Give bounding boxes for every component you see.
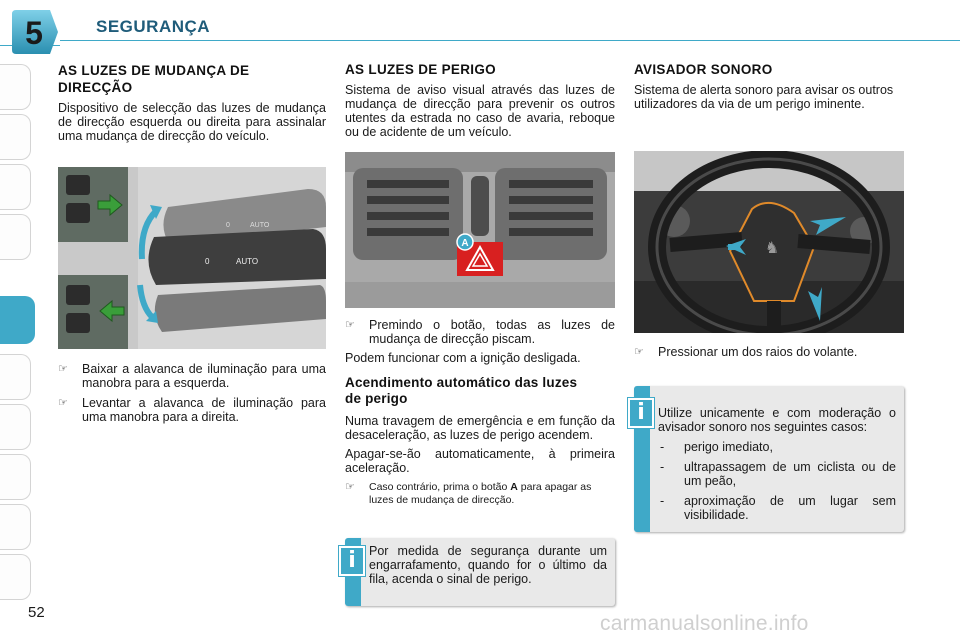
list-item: ☞ Baixar a alavanca de iluminação para uma manobra para a esquerda. bbox=[58, 362, 326, 390]
svg-text:0: 0 bbox=[205, 257, 210, 266]
list-item: ☞ Caso contrário, prima o botão A para apagar as luzes de mudança de direcção. bbox=[345, 481, 592, 506]
bullet-hand-icon: ☞ bbox=[345, 319, 355, 331]
hazard-lights-section bbox=[345, 62, 615, 139]
turn-signal-stalk-photo bbox=[58, 167, 326, 349]
svg-text:♞: ♞ bbox=[764, 238, 780, 257]
horn-intro: Sistema de alerta sonoro para avisar os outros utilizadores da via de um perigo iminente. bbox=[634, 83, 894, 111]
steering-wheel-photo bbox=[634, 151, 904, 333]
safety-info-text: Por medida de segurança durante um engarrafamento, quando for o último da fila, acenda o sinal de perigo. bbox=[369, 544, 607, 586]
list-item: - ultrapassagem de um ciclista ou de um peão, bbox=[660, 460, 896, 488]
auto-hazard-text-1: Numa travagem de emergência e em função da desaceleração, as luzes de perigo acendem. bbox=[345, 414, 615, 442]
tab-chapter-9[interactable] bbox=[0, 504, 31, 550]
tab-chapter-5[interactable] bbox=[0, 296, 35, 344]
tab-chapter-10[interactable] bbox=[0, 554, 31, 600]
header-rule bbox=[60, 40, 960, 41]
auto-hazard-text-2: Apagar-se-ão automaticamente, à primeira aceleração. bbox=[345, 447, 615, 475]
list-item: ☞ Pressionar um dos raios do volante. bbox=[634, 345, 858, 359]
list-item: ☞ Premindo o botão, todas as luzes de mudança de direcção piscam. bbox=[345, 318, 615, 346]
hazard-button-photo bbox=[345, 152, 615, 308]
horn-section bbox=[634, 62, 904, 111]
turn-signals-heading: AS LUZES DE MUDANÇA DE DIRECÇÃO bbox=[58, 63, 250, 95]
button-a-label: A bbox=[461, 238, 469, 249]
watermark: carmanualsonline.info bbox=[600, 612, 809, 635]
hazard-intro: Sistema de aviso visual através das luzes de mudança de direcção para prevenir os outros utentes da estrada no caso de avaria, reboque ou de acidente de um veículo. bbox=[345, 83, 615, 139]
list-item: - perigo imediato, bbox=[660, 440, 773, 454]
bullet-hand-icon: ☞ bbox=[58, 363, 68, 375]
turn-signals-bullets bbox=[58, 362, 326, 424]
safety-info-box bbox=[345, 538, 615, 606]
bullet-hand-icon: ☞ bbox=[58, 397, 68, 409]
info-icon: i bbox=[339, 546, 365, 576]
horn-bullet bbox=[634, 345, 904, 359]
list-item: - aproximação de um lugar sem visibilidade. bbox=[660, 494, 896, 522]
auto-label: AUTO bbox=[236, 257, 259, 266]
tab-chapter-2[interactable] bbox=[0, 114, 31, 160]
tab-chapter-7[interactable] bbox=[0, 404, 31, 450]
page-number: 52 bbox=[28, 604, 45, 621]
chapter-number: 5 bbox=[25, 15, 43, 51]
svg-text:0: 0 bbox=[226, 222, 230, 229]
horn-info-intro: Utilize unicamente e com moderação o avisador sonoro nos seguintes casos: bbox=[658, 406, 896, 434]
bullet-hand-icon: ☞ bbox=[634, 346, 644, 358]
auto-hazard-heading: Acendimento automático das luzes de perigo bbox=[345, 375, 578, 406]
horn-heading: AVISADOR SONORO bbox=[634, 62, 773, 77]
auto-label-ghost: AUTO bbox=[250, 222, 270, 229]
hazard-details bbox=[345, 318, 615, 507]
tab-chapter-8[interactable] bbox=[0, 454, 31, 500]
horn-info-box bbox=[634, 386, 904, 532]
bullet-hand-icon: ☞ bbox=[345, 481, 355, 493]
page-title: SEGURANÇA bbox=[96, 17, 211, 36]
tab-chapter-6[interactable] bbox=[0, 354, 31, 400]
hazard-heading: AS LUZES DE PERIGO bbox=[345, 62, 496, 77]
info-icon: i bbox=[628, 398, 654, 428]
hazard-ignition-text: Podem funcionar com a ignição desligada. bbox=[345, 351, 581, 365]
tab-chapter-4[interactable] bbox=[0, 214, 31, 260]
tab-chapter-1[interactable] bbox=[0, 64, 31, 110]
turn-signals-intro: Dispositivo de selecção das luzes de mudança de direcção esquerda ou direita para assinalar uma mudança de direcção do veículo. bbox=[58, 101, 326, 143]
turn-signals-section bbox=[58, 62, 326, 143]
tab-chapter-3[interactable] bbox=[0, 164, 31, 210]
list-item: ☞ Levantar a alavanca de iluminação para uma manobra para a direita. bbox=[58, 396, 326, 424]
chapter-badge bbox=[10, 8, 60, 56]
